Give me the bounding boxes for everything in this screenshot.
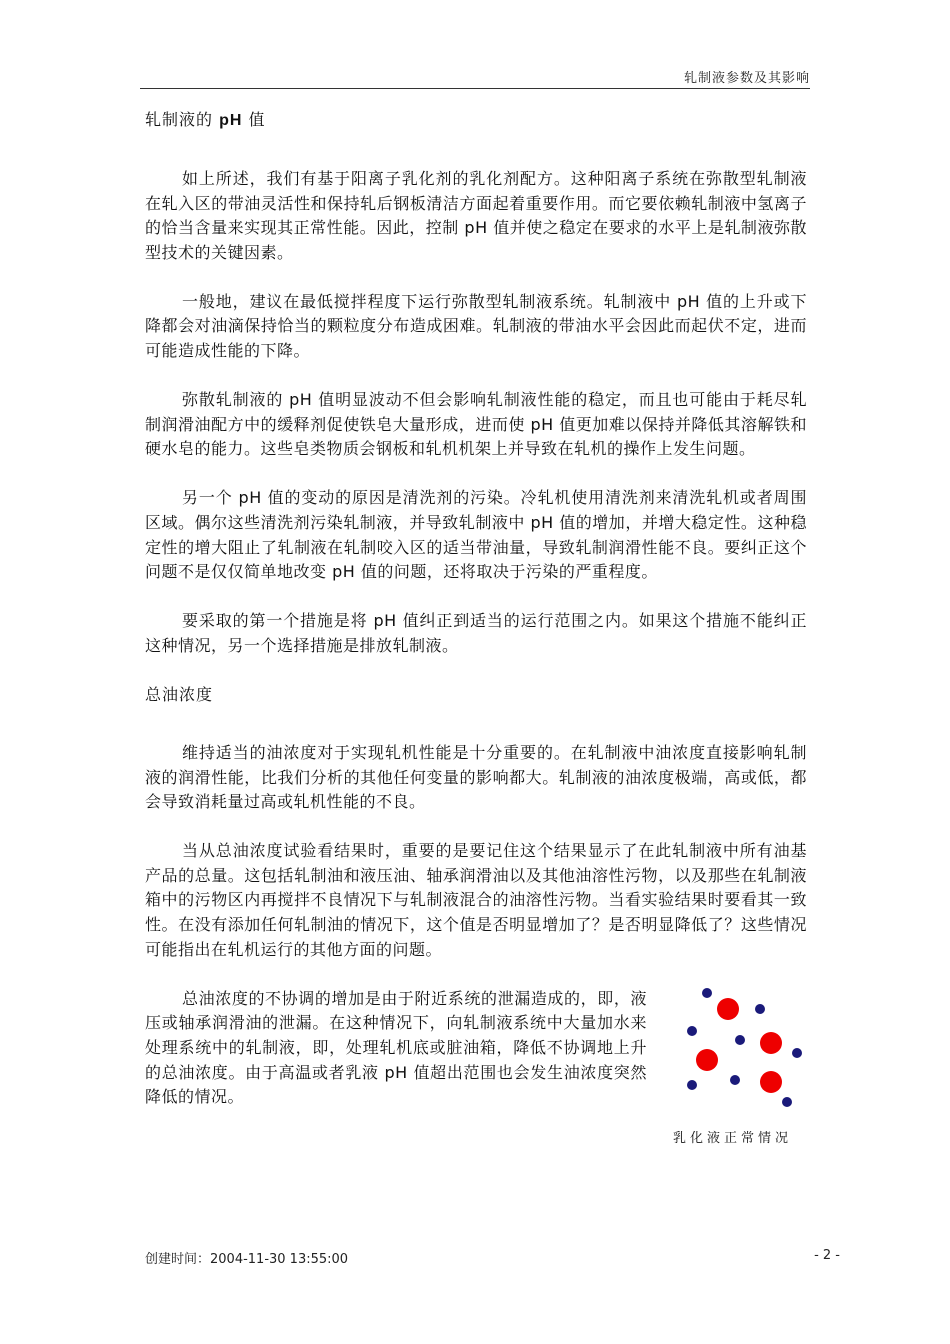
particle-small — [730, 1075, 740, 1085]
paragraph: 如上所述，我们有基于阳离子乳化剂的乳化剂配方。这种阳离子系统在弥散型轧制液在轧入区的带油灵活性和保持轧后钢板清洁方面起着重要作用。而它要依赖轧制液中氢离子的恰当含量来实现其正常性能。因此，控制 pH 值并使之稳定在要求的水平上是轧制液弥散型技术的关键因素。 — [145, 169, 807, 262]
paragraph: 弥散轧制液的 pH 值明显波动不但会影响轧制液性能的稳定，而且也可能由于耗尽轧制润滑油配方中的缓释剂促使铁皂大量形成，进而使 pH 值更加难以保持并降低其溶解铁和硬水皂的能力。这些皂类物质会钢板和轧机机架上并导致在轧机的操作上发生问题。 — [145, 390, 807, 459]
header-rule — [140, 88, 810, 89]
emulsion-figure — [665, 967, 810, 1127]
particle-small — [735, 1035, 745, 1045]
section-heading-ph — [145, 108, 807, 133]
running-header: 轧制液参数及其影响 — [683, 71, 810, 86]
particle-small — [792, 1048, 802, 1058]
emulsion-diagram — [665, 967, 810, 1107]
oil-droplet-large — [760, 1032, 782, 1054]
figure-caption: 乳化液正常情况 — [673, 1130, 793, 1146]
paragraph: 一般地，建议在最低搅拌程度下运行弥散型轧制液系统。轧制液中 pH 值的上升或下降都会对油滴保持恰当的颗粒度分布造成困难。轧制液的带油水平会因此而起伏不定，进而可能造成性能的下降。 — [145, 291, 807, 361]
oil-droplet-large — [717, 998, 739, 1020]
heading-prefix: 轧制液的 — [145, 110, 220, 129]
particle-small — [687, 1026, 697, 1036]
particle-small — [687, 1080, 697, 1090]
section-heading-oil: 总油浓度 — [145, 685, 214, 704]
paragraph: 当从总油浓度试验看结果时，重要的是要记住这个结果显示了在此轧制液中所有油基产品的总量。这包括轧制油和液压油、轴承润滑油以及其他油溶性污物，以及那些在轧制液箱中的污物区内再搅拌不良情况下与轧制液混合的油溶性污物。当看实验结果时要看其一致性。在没有添加任何轧制油的情况下，这个值是否明显增加了？是否明显降低了？这些情况可能指出在轧机运行的其他方面的问题。 — [145, 841, 807, 959]
particle-small — [755, 1004, 765, 1014]
page-body — [145, 108, 807, 1146]
figure-wrap — [145, 987, 807, 1146]
oil-droplet-large — [696, 1049, 718, 1071]
paragraph: 总油浓度的不协调的增加是由于附近系统的泄漏造成的，即，液压或轴承润滑油的泄漏。在这种情况下，向轧制液系统中大量加水来处理系统中的轧制液，即，处理轧机底或脏油箱，降低不协调地上升的总油浓度。由于高温或者乳液 pH 值超出范围也会发生油浓度突然降低的情况。 — [145, 988, 647, 1107]
oil-droplet-large — [760, 1071, 782, 1093]
paragraph: 要采取的第一个措施是将 pH 值纠正到适当的运行范围之内。如果这个措施不能纠正这种情况，另一个选择措施是排放轧制液。 — [145, 611, 807, 655]
paragraph: 维持适当的油浓度对于实现轧机性能是十分重要的。在轧制液中油浓度直接影响轧制液的润滑性能，比我们分析的其他任何变量的影响都大。轧制液的油浓度极端，高或低，都会导致消耗量过高或轧机性能的不良。 — [145, 743, 807, 812]
particle-small — [782, 1097, 792, 1107]
heading-suffix: 值 — [242, 110, 266, 129]
footer-created-time: 创建时间：2004-11-30 13:55:00 — [145, 1252, 349, 1267]
small-particles — [687, 988, 802, 1107]
particle-small — [702, 988, 712, 998]
paragraph: 另一个 pH 值的变动的原因是清洗剂的污染。冷轧机使用清洗剂来清洗轧机或者周围区域。偶尔这些清洗剂污染轧制液，并导致轧制液中 pH 值的增加，并增大稳定性。这种稳定性的增大阻止了轧制液在轧制咬入区的适当带油量，导致轧制润滑性能不良。要纠正这个问题不是仅仅简单地改变 pH 值的问题，还将取决于污染的严重程度。 — [145, 488, 807, 582]
page-number: - 2 - — [814, 1248, 840, 1263]
heading-bold: pH — [219, 112, 243, 129]
